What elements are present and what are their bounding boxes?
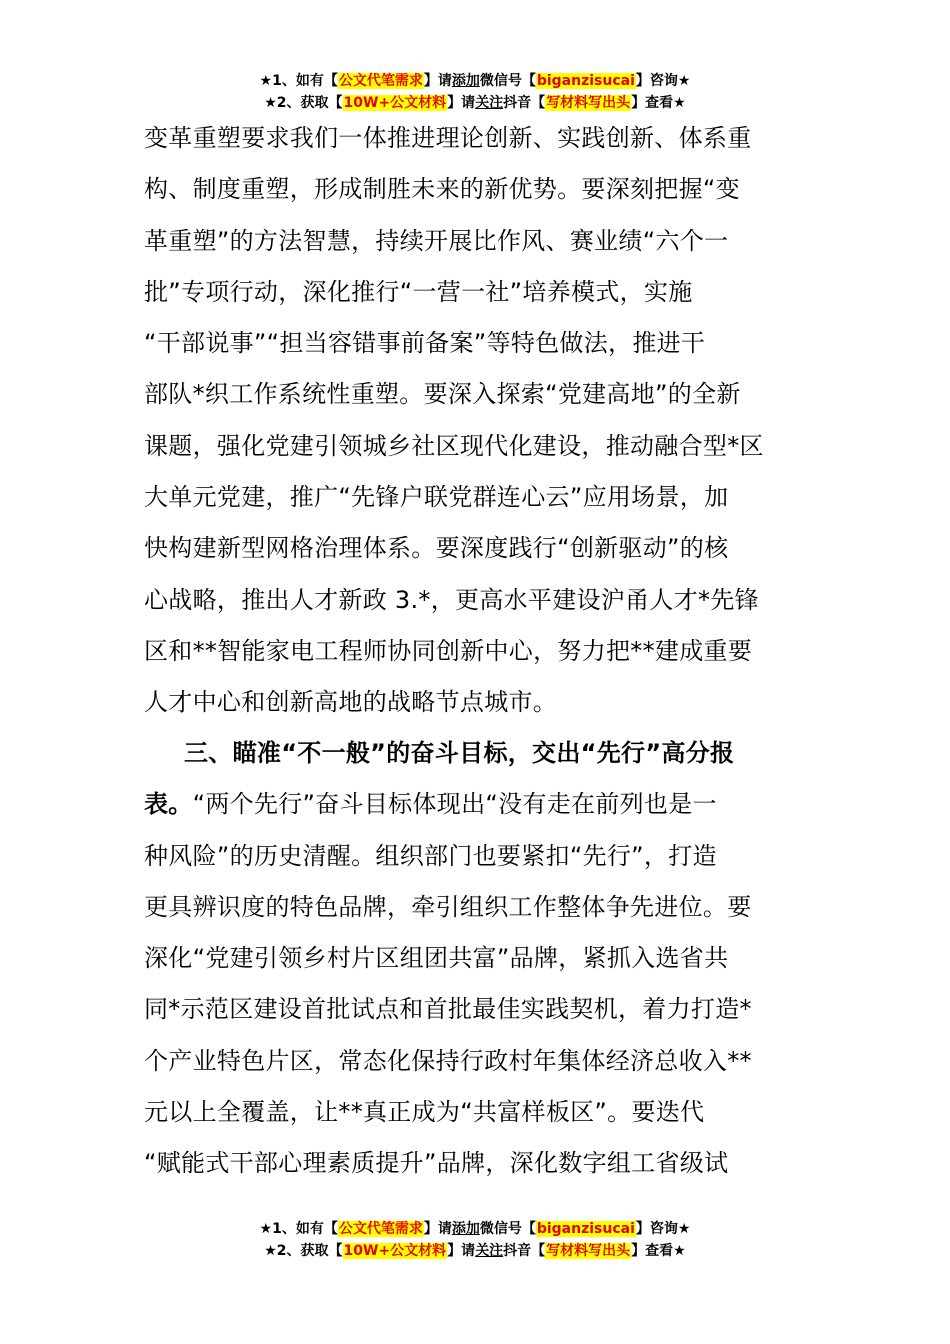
paragraph-line: 人才中心和创新高地的战略节点城市。 — [144, 688, 558, 717]
banner-text: 微信号【 — [479, 1221, 536, 1237]
paragraph-text: “两个先行”奋斗目标体现出“没有走在前列也是一 — [192, 790, 717, 819]
banner-text: 微信号【 — [479, 73, 536, 89]
section-heading-line2 — [144, 779, 808, 830]
banner-highlight: biganzisucai — [536, 1221, 635, 1237]
banner-text: 】咨询★ — [635, 73, 691, 89]
paragraph-line: 快构建新型网格治理体系。要深度践行“创新驱动”的核 — [144, 534, 729, 563]
banner-highlight: 10W+公文材料 — [343, 1243, 447, 1259]
paragraph-line: 构、制度重塑，形成制胜未来的新优势。要深刻把握“变 — [144, 175, 740, 204]
paragraph-line: “赋能式干部心理素质提升”品牌，深化数字组工省级试 — [144, 1149, 729, 1178]
paragraph-line: 同*示范区建设首批试点和首批最佳实践契机，着力打造* — [144, 995, 752, 1024]
banner-underlined-text: 关注 — [475, 95, 504, 111]
banner-text: 】请 — [447, 95, 476, 111]
footer-banner-line1 — [0, 1218, 950, 1240]
paragraph-line: 部队*织工作系统性重塑。要深入探索“党建高地”的全新 — [144, 380, 741, 409]
paragraph-line: 区和**智能家电工程师协同创新中心，努力把**建成重要 — [144, 636, 753, 665]
banner-underlined-text: 关注 — [475, 1243, 504, 1259]
banner-highlight: 公文代笔需求 — [338, 1221, 423, 1237]
paragraph-continued — [144, 113, 808, 729]
paragraph-line: 心战略，推出人才新政 3.*，更高水平建设沪甬人才*先锋 — [144, 585, 759, 614]
banner-text: ★2、获取【 — [264, 95, 343, 111]
paragraph-line: 元以上全覆盖，让**真正成为“共富样板区”。要迭代 — [144, 1098, 705, 1127]
paragraph-line: “干部说事”“担当容错事前备案”等特色做法，推进干 — [144, 329, 706, 358]
banner-text: 】请 — [423, 1221, 452, 1237]
banner-text: ★1、如有【 — [259, 73, 338, 89]
section-three — [144, 728, 808, 1190]
header-banner-line2 — [0, 92, 950, 114]
banner-highlight: 写材料写出头 — [546, 95, 631, 111]
paragraph-line: 课题，强化党建引领城乡社区现代化建设，推动融合型*区 — [144, 431, 764, 460]
paragraph-line: 批”专项行动，深化推行“一营一社”培养模式，实施 — [144, 277, 693, 306]
section-heading: 三、瞄准“不一般”的奋斗目标，交出“先行”高分报 — [184, 739, 735, 767]
paragraph-line: 大单元党建，推广“先锋户联党群连心云”应用场景，加 — [144, 483, 729, 512]
footer-banner — [0, 1218, 950, 1262]
banner-text: 抖音【 — [503, 1243, 546, 1259]
banner-highlight: biganzisucai — [536, 73, 635, 89]
banner-text: ★2、获取【 — [264, 1243, 343, 1259]
banner-highlight: 写材料写出头 — [546, 1243, 631, 1259]
paragraph-line: 革重塑”的方法智慧，持续开展比作风、赛业绩“六个一 — [144, 226, 729, 255]
banner-text: 抖音【 — [503, 95, 546, 111]
banner-highlight: 10W+公文材料 — [343, 95, 447, 111]
paragraph-line: 深化“党建引领乡村片区组团共富”品牌，紧抓入选省共 — [144, 944, 729, 973]
footer-banner-line2 — [0, 1240, 950, 1262]
banner-text: 】查看★ — [631, 95, 686, 111]
header-banner-line1 — [0, 70, 950, 92]
banner-text: 】请 — [447, 1243, 476, 1259]
banner-underlined-text: 添加 — [451, 1221, 480, 1237]
section-heading-end: 表。 — [144, 790, 193, 819]
paragraph-line: 种风险”的历史清醒。组织部门也要紧扣“先行”，打造 — [144, 841, 717, 870]
paragraph-line: 个产业特色片区，常态化保持行政村年集体经济总收入** — [144, 1046, 752, 1075]
banner-text: 】查看★ — [631, 1243, 686, 1259]
header-banner — [0, 70, 950, 114]
banner-text: 】咨询★ — [635, 1221, 691, 1237]
paragraph-line: 变革重塑要求我们一体推进理论创新、实践创新、体系重 — [144, 124, 752, 152]
banner-text: ★1、如有【 — [259, 1221, 338, 1237]
paragraph-line: 更具辨识度的特色品牌，牵引组织工作整体争先进位。要 — [144, 892, 752, 921]
banner-underlined-text: 添加 — [451, 73, 480, 89]
banner-highlight: 公文代笔需求 — [338, 73, 423, 89]
banner-text: 】请 — [423, 73, 452, 89]
